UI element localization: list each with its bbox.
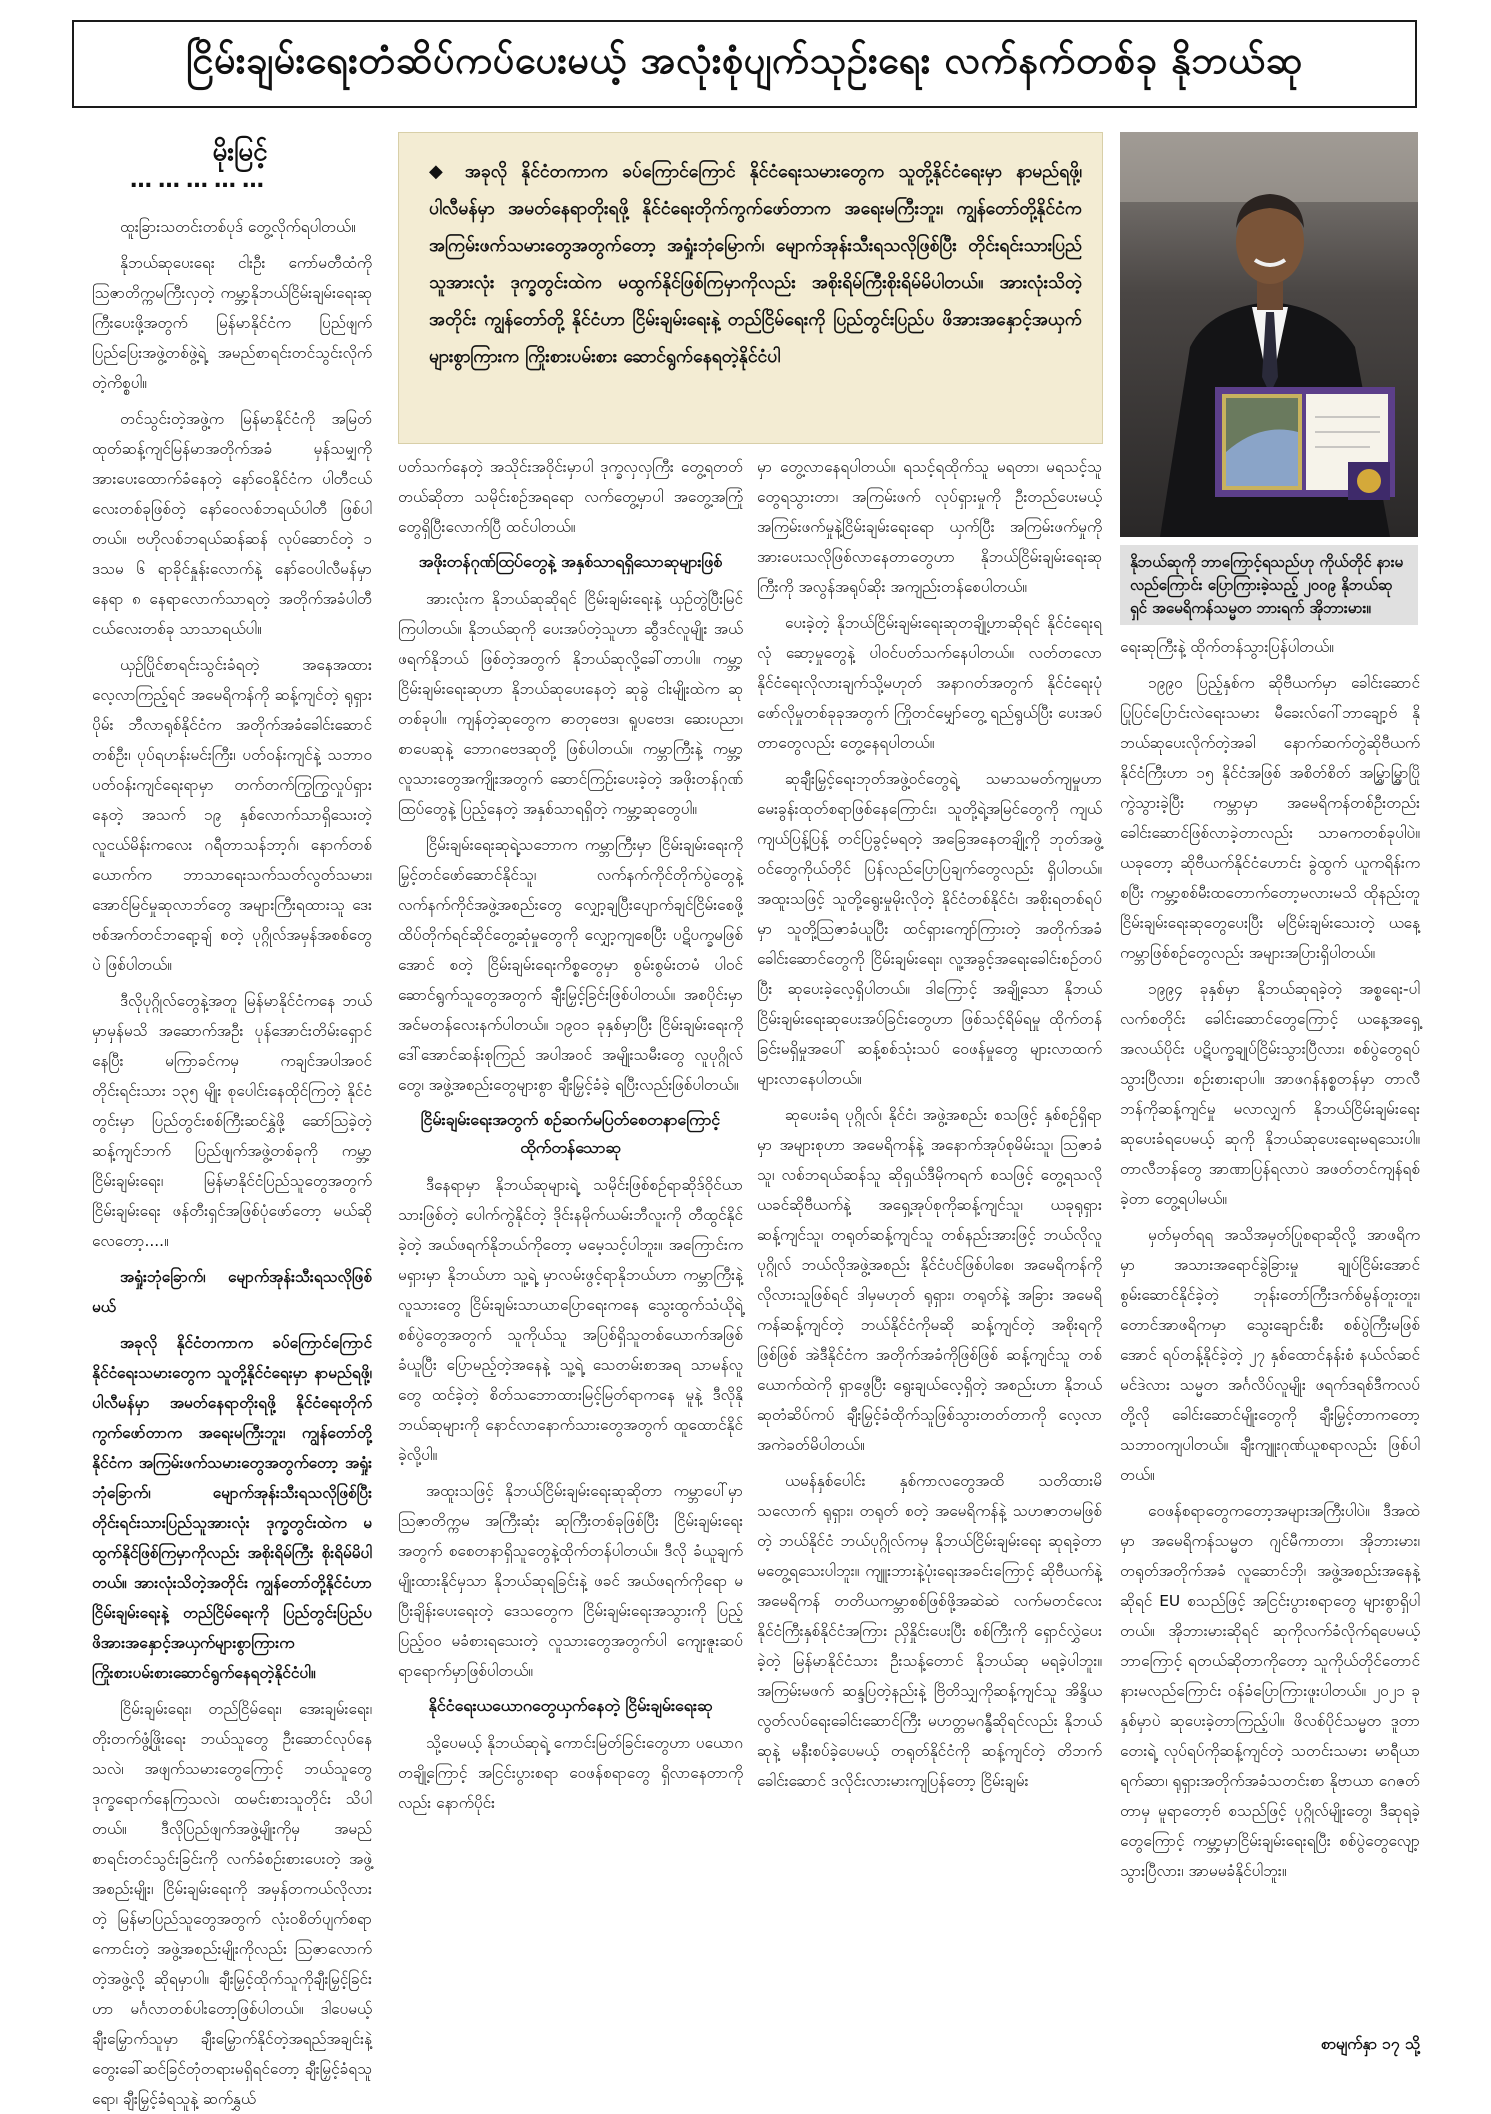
- paragraph: ယမန်နှစ်ပေါင်း နှစ်ကာလတွေအထိ သတိထားမိသလောက် ရုရှား၊ တရုတ် စတဲ့ အမေရိကန်နဲ့ သဟဇာတမဖြစ်တဲ့ ဘယ်နိုင်ငံ ဘယ်ပုဂ္ဂိုလ်ကမှ နိုဘယ်ငြိမ်းချမ်းရေး ဆုရခဲ့တာ မတွေ့ရသေးပါဘူး။ ကျူးဘားနဲ့ပုံးရေးအခင်းကြောင့် ဆိုဗီယက်နဲ့ အမေရိကန် တတိယကမ္ဘာစစ်ဖြစ်ဖို့အဆဲဆဲ လက်မတင်လေး နိုင်ငံကြီးနှစ်နိုင်ငံအကြား ညှိနှိုင်းပေးပြီး စစ်ကြီးကို ရှောင်လွှဲပေးခဲ့တဲ့ မြန်မာနိုင်ငံသား ဦးသန့်တောင် နိုဘယ်ဆု မရခဲ့ပါဘူး။ အကြမ်းမဖက် ဆန္ဒပြတဲ့နည်းနဲ့ ဗြိတိသျှကိုဆန့်ကျင်သူ အိန္ဒိယလွတ်လပ်ရေးခေါင်းဆောင်ကြီး မဟတ္တမဂန္ဓီဆိုရင်လည်း နိုဘယ်ဆုနဲ့ မနီးစပ်ခဲ့ပေမယ့် တရုတ်နိုင်ငံကို ဆန့်ကျင်တဲ့ တိဘက်ခေါင်းဆောင် ဒလိုင်းလားမားကျပြန်တော့ ငြိမ်းချမ်း: [757, 1472, 1102, 1790]
- paragraph: မှာ တွေ့လာနေရပါတယ်။ ရသင့်ရထိုက်သူ မရတာ၊ မရသင့်သူတွေရသွားတာ၊ အကြမ်းဖက် လုပ်ရှားမှုကို ဦးတည်ပေးမယ့် အကြမ်းဖက်မှုနဲ့ငြိမ်းချမ်းရေးရော ယှက်ပြီး အကြမ်းဖက်မှုကို အားပေးသလိုဖြစ်လာနေတာတွေဟာ နိုဘယ်ငြိမ်းချမ်းရေးဆုကြီးကို အလွန်အရုပ်ဆိုး အကျည်းတန်စေပါတယ်။: [757, 458, 1102, 596]
- byline: မိုးမြင့်: [212, 137, 268, 167]
- paragraph: ဒီလိုပုဂ္ဂိုလ်တွေနဲ့အတူ မြန်မာနိုင်ငံကနေ ဘယ်မှာမှန်မသိ အဆောက်အဦး ပုန်အောင်းတိမ်းရှောင်နေပြီး မကြာခင်ကမှ ကချင်အပါအဝင် တိုင်းရင်းသား ၁၃၅ မျိုး စုပေါင်းနေထိုင်ကြတဲ့ နိုင်ငံတွင်းမှာ ပြည်တွင်းစစ်ကြီးဆင်နွှဲဖို့ ဆော်သြခဲ့တဲ့ ဆန့်ကျင်ဘက် ပြည်ဖျက်အဖွဲ့တစ်ခုကို ကမ္ဘာ့ငြိမ်းချမ်းရေး၊ မြန်မာနိုင်ငံပြည်သူတွေအတွက် ငြိမ်းချမ်းရေး ဖန်တီးရှင်အဖြစ်ပုံဖော်တော့ မယ်ဆိုလေတော့....။: [92, 992, 372, 1250]
- paragraph: နိုဘယ်ဆုပေးရေး ငါးဦး ကော်မတီထံကို ဩဇာတိက္ကမကြီးလှတဲ့ ကမ္ဘာ့နိုဘယ်ငြိမ်းချမ်းရေးဆုကြီးပေးဖို့အတွက် မြန်မာနိုင်ငံက ပြည်ဖျက်ပြည်ပြေးအဖွဲ့တစ်ဖွဲ့ရဲ့ အမည်စာရင်းတင်သွင်းလိုက်တဲ့ကိစ္စပါ။: [92, 254, 372, 392]
- photo-caption: နိုဘယ်ဆုကို ဘာကြောင့်ရသည်ဟု ကိုယ်တိုင် နားမလည်ကြောင်း ပြောကြားခဲ့သည့် ၂၀၀၉ နိုဘယ်ဆုရှင် အမေရိကန်သမ္မတ ဘားရက် အိုဘားမား။: [1120, 545, 1418, 625]
- article-column-3: [757, 452, 1102, 2034]
- paragraph: ၁၉၉၀ ပြည့်နှစ်က ဆိုဗီယက်မှာ ခေါင်းဆောင် ပြုပြင်ပြောင်းလဲရေးသမား မီခေးလ်ဂေါ်ဘာချော့ဗ် နိုဘယ်ဆုပေးလိုက်တဲ့အခါ နောက်ဆက်တွဲဆိုဗီယက်နိုင်ငံကြီးဟာ ၁၅ နိုင်ငံအဖြစ် အစိတ်စိတ် အမြွှာမြွှာပြိုကွဲသွားခဲ့ပြီး ကမ္ဘာမှာ အမေရိကန်တစ်ဦးတည်း ခေါင်းဆောင်ဖြစ်လာခဲ့တာလည်း သာဓကတစ်ခုပါပဲ။ ယခုတော့ ဆိုဗီယက်နိုင်ငံဟောင်း ခွဲထွက် ယူကရိန်းကစပြီး ကမ္ဘာ့စစ်မီးထတောက်တော့မလားမသိ ထိုနည်းတူ ငြိမ်းချမ်းရေးဆုတွေပေးပြီး မငြိမ်းချမ်းသေးတဲ့ ယနေ့ကမ္ဘာဖြစ်စဉ်တွေလည်း အများအပြားရှိပါတယ်။: [1120, 674, 1420, 962]
- subheading: နိုင်ငံရေးယယောဂတွေယှက်နေတဲ့ ငြိမ်းချမ်းရေးဆု: [428, 1696, 713, 1715]
- paragraph: ဒီနေရာမှာ နိုဘယ်ဆုများရဲ့ သမိုင်းဖြစ်စဉ်ရာဆိုဒ်ဝိုင်ယာသားဖြစ်တဲ့ ပေါက်ကွဲနိုင်တဲ့ ဒိုင်းနမိုက်ယမ်းဘီလူးကို တီထွင်နိုင်ခဲ့တဲ့ အယ်ဖရက်နိုဘယ်ကိုတော့ မမေ့သင့်ပါဘူး။ အကြောင်းကမရှားမှာ နိုဘယ်ဟာ သူ့ရဲ့ မှာလမ်းဖွင့်ရာနိုဘယ်ဟာ ကမ္ဘာကြီးနဲ့ လူသားတွေ ငြိမ်းချမ်းသာယာပြောရေးကနေ သွေးထွက်သံယိုရဲ့ စစ်ပွဲတွေအတွက် သူကိုယ်သူ အပြစ်ရှိသူတစ်ယောက်အဖြစ် ခံယူပြီး ပြောမည့်တဲ့အနေနဲ့ သူ့ရဲ့ သေတမ်းစာအရ သာမန်လူတွေ ထင်ခဲ့တဲ့ စိတ်သဘောထားမြင့်မြတ်ရာကနေ မူနဲ့ ဒီလိုနိုဘယ်ဆုများကို နောင်လာနောက်သားတွေအတွက် ထူထောင်နိုင်ခဲ့လို့ပါ။: [398, 1176, 743, 1464]
- photo-nobel-laureate: [1120, 132, 1418, 537]
- paragraph: ပေးခဲ့တဲ့ နိုဘယ်ငြိမ်းချမ်းရေးဆုတချို့ဟာဆိုရင် နိုင်ငံရေးရလုံ ဆော့မှုတွေနဲ့ ပါဝင်ပတ်သက်နေပါတယ်။ လတ်တလော နိုင်ငံရေးလိုလားချက်သို့မဟုတ် အနာဂတ်အတွက် နိုင်ငံရေးပုံဖော်လိုမှုတစ်ခုခုအတွက် ကြိုတင်မျှော်တွေ့ ရည်ရွယ်ပြီး ပေးအပ်တာတွေလည်း တွေ့နေရပါတယ်။: [757, 614, 1102, 752]
- paragraph: အထူးသဖြင့် နိုဘယ်ငြိမ်းချမ်းရေးဆုဆိုတာ ကမ္ဘာပေါ်မှာ ဩဇာတိက္ကမ အကြီးဆုံး ဆုကြီးတစ်ခုဖြစ်ပြီး ငြိမ်းချမ်းရေးအတွက် စစေတနာရှိသူတွေနဲ့ထိုက်တန်ပါတယ်။ ဒီလို ခံယူချက်မျိုးထားနိုင်မှသာ နိုဘယ်ဆုရခြင်းနဲ့ ဖခင် အယ်ဖရက်ကိုရော မပြီးချိန်းပေးရေးတဲ့ ဒေသတွေက ငြိမ်းချမ်းရေးအသွားကို ပြည့်ပြည့်ဝဝ မခံစားရသေးတဲ့ လူသားတွေအတွက်ပါ ကျေးဇူးဆပ်ရာရောက်မှာဖြစ်ပါတယ်။: [398, 1482, 743, 1680]
- paragraph: ဝေဖန်စရာတွေကတော့အများအကြီးပါပဲ။ ဒီအထဲမှာ အမေရိကန်သမ္မတ ဂျင်မီကာတာ၊ အိုဘားမား၊ တရုတ်အတိုက်အခံ လူဆောင်ဘို၊ အဖွဲ့အစည်းအနေနဲ့ဆိုရင် EU စသည်ဖြင့် အငြင်းပွားစရာတွေ များစွာရှိပါတယ်။ အိုဘားမားဆိုရင် ဆုကိုလက်ခံလိုက်ရပေမယ့် ဘာကြောင့် ရတယ်ဆိုတာကိုတော့ သူကိုယ်တိုင်တောင် နားမလည်ကြောင်း ဝန်ခံပြောကြားဖူးပါတယ်။ ၂၀၂၁ ခုနှစ်မှာပဲ ဆုပေးခဲ့တာကြည့်ပါ။ ဖိလစ်ပိုင်သမ္မတ ဒူတာတေးရဲ့ လုပ်ရပ်ကိုဆန့်ကျင်တဲ့ သတင်းသမား မာရီယာရက်ဆာ၊ ရုရှားအတိုက်အခံသတင်းစာ နိုဗာယာ ဂေဇတ်တာမှ မူရာတော့ဗ် စသည်ဖြင့် ပုဂ္ဂိုလ်မျိုးတွေ၊ ဒီဆုရခဲ့တွေကြောင့် ကမ္ဘာ့မှာငြိမ်းချမ်းရေးရပြီး စစ်ပွဲတွေလျော့သွားပြီလား၊ အာမမခံနိုင်ပါဘူး။: [1120, 1502, 1421, 1880]
- paragraph: ရေးဆုကြီးနဲ့ ထိုက်တန်သွားပြန်ပါတယ်။: [1120, 638, 1334, 656]
- photo-illustration: [1120, 132, 1418, 537]
- paragraph: ဆုချီးမြှင့်ရေးဘုတ်အဖွဲ့ဝင်တွေရဲ့ သမာသမတ်ကျမှုဟာ မေးခွန်းထုတ်စရာဖြစ်နေကြောင်း၊ သူတို့ရဲ့အမြင်တွေကို ကျယ်ကျယ်ပြန့်ပြန့် တင်ပြခွင့်မရတဲ့ အခြေအနေတချို့ကို ဘုတ်အဖွဲ့ဝင်တွေကိုယ်တိုင် ပြန်လည်ပြောပြချက်တွေလည်း ရှိပါတယ်။ အထူးသဖြင့် သူတို့ရွေးမှုမိုးလိုတဲ့ နိုင်ငံတစ်နိုင်ငံ၊ အစိုးရတစ်ရပ်မှာ သူတို့ဩဇာခံယူပြီး ထင်ရှားကျော်ကြားတဲ့ အတိုက်အခံခေါင်းဆောင်တွေကို ငြိမ်းချမ်းရေး၊ လူ့အခွင့်အရေးခေါင်းစဉ်တပ်ပြီး ဆုပေးခဲ့လေ့ရှိပါတယ်။ ဒါကြောင့် အချို့သော နိုဘယ်ငြိမ်းချမ်းရေးဆုပေးအပ်ခြင်းတွေဟာ ဖြစ်သင့်ရိမ်ရမှု ထိုက်တန်ခြင်းမရှိမှုအပေါ် ဆန့်စစ်သုံးသပ် ဝေဖန်မှုတွေ များလာထက်များလာနေပါတယ်။: [757, 770, 1102, 1088]
- continued-on-page: စာမျက်နှာ ၁၇ သို့: [1320, 2035, 1420, 2053]
- subheading: အဖိုးတန်ဂုဏ်ထြပ်တွေနဲ့ အနှစ်သာရရှိသောဆုများဖြစ်: [418, 552, 723, 571]
- paragraph: ငြိမ်းချမ်းရေးဆုရဲ့သဘောက ကမ္ဘာကြီးမှာ ငြိမ်းချမ်းရေးကို မြှင့်တင်ဖော်ဆောင်နိုင်သူ၊ လက်နက်ကိုင်တိုက်ပွဲတွေနဲ့ လက်နက်ကိုင်အဖွဲ့အစည်းတွေ လျှော့ချပြီးပျောက်ချင်ငြိမ်းစေဖို့ ထိပ်တိုက်ရင်ဆိုင်တွေ့ဆုံမှုတွေကို လျှော့ကျစေပြီး ပဋိပက္ခမဖြစ်အောင် စတဲ့ ငြိမ်းချမ်းရေးကိစ္စတွေမှာ စွမ်းစွမ်းတမံ ပါဝင်ဆောင်ရွက်သူတွေအတွက် ချီးမြှင့်ခြင်းဖြစ်ပါတယ်။ အစပိုင်းမှာ အင်မတန်လေးနက်ပါတယ်။ ၁၉၀၁ ခုနှစ်မှာပြီး ငြိမ်းချမ်းရေးကို ဒေါ်အောင်ဆန်းစုကြည် အပါအဝင် အမျိုးသမီးတွေ လူပုဂ္ဂိုလ်တွေ၊ အဖွဲ့အစည်းတွေများစွာ ချီးမြှင့်ခံခဲ့ ရပြီးလည်းဖြစ်ပါတယ်။: [398, 836, 743, 1094]
- paragraph: ထူးခြားသတင်းတစ်ပုဒ် တွေ့လိုက်ရပါတယ်။: [120, 218, 356, 236]
- paragraph: သို့ပေမယ့် နိုဘယ်ဆုရဲ့ ကောင်းမြတ်ခြင်းတွေဟာ ပယောဂတချို့ကြောင့် အငြင်းပွားစရာ ဝေဖန်စရာတွေ ရှိလာနေတာကိုလည်း နောက်ပိုင်း: [398, 1734, 743, 1812]
- paragraph: ဆုပေးခံရ ပုဂ္ဂိုလ်၊ နိုင်ငံ၊ အဖွဲ့အစည်း စသဖြင့် နှစ်စဉ်ရှိရာမှာ အများစုဟာ အမေရိကန်နဲ့ အနောက်အုပ်စုမိမ်းသူ၊ ဩဇာခံသူ၊ လစ်ဘရယ်ဆန်သူ ဆိုရှယ်ဒီမိုကရက် စသဖြင့် တွေ့ရသလိုယခင်ဆိုဗီယက်နဲ့ အရှေ့အုပ်စုကိုဆန့်ကျင်သူ၊ ယခုရုရှားဆန့်ကျင်သူ၊ တရုတ်ဆန့်ကျင်သူ တစ်နည်းအားဖြင့် ဘယ်လိုလူပုဂ္ဂိုလ် ဘယ်လိုအဖွဲ့အစည်း နိုင်ငံပင်ဖြစ်ပါစေ၊ အမေရိကန်ကိုလိုလားသူဖြစ်ရင် ဒါမှမဟုတ် ရုရှား၊ တရုတ်နဲ့ အခြား အမေရိကန်ဆန့်ကျင်တဲ့ ဘယ်နိုင်ငံကိုမဆို ဆန့်ကျင်တဲ့ အစိုးရကိုဖြစ်ဖြစ် အဲဒီနိုင်ငံက အတိုက်အခံကိုဖြစ်ဖြစ် ဆန့်ကျင်သူ တစ်ယောက်ထဲကို ရှာဖွေပြီး ရွေးချယ်လေ့ရှိတဲ့ အစည်းဟာ နိုဘယ်ဆုတံဆိပ်ကပ် ချီးမြှင့်ခံထိုက်သူဖြစ်သွားတတ်တာကို လေ့လာအကဲခတ်မိပါတယ်။: [757, 1106, 1102, 1454]
- paragraph: ပတ်သက်နေတဲ့ အသိုင်းအဝိုင်းမှာပါ ဒုက္ခလှလှကြီး တွေ့ရတတ်တယ်ဆိုတာ သမိုင်းစဉ်အရရော လက်တွေ့မှာပါ အတွေ့အကြုံတွေရှိပြီးလောက်ပြီ ထင်ပါတယ်။: [398, 458, 743, 536]
- byline-dots: ……………: [130, 168, 270, 193]
- pull-quote-text: အခုလို နိုင်ငံတကာက ခပ်ကြောင်ကြောင် နိုင်ငံရေးသမားတွေက သူတို့နိုင်ငံရေးမှာ နာမည်ရဖို့၊ ပါလီမန်မှာ အမတ်နေရာတိုးရဖို့ နိုင်ငံရေးတိုက်ကွက်ဖော်တာက အရေးမကြီးဘူး၊ ကျွန်တော်တို့နိုင်ငံက အကြမ်းဖက်သမားတွေအတွက်တော့ အရှုံးဘုံမြောက်၊ မျောက်အုန်းသီးရသလိုဖြစ်ပြီး တိုင်းရင်းသားပြည်သူအားလုံး ဒုက္ခတွင်းထဲက မထွက်နိုင်ဖြစ်ကြမှာကိုလည်း အစိုးရိမ်ကြီးစိုးရိမ်မိပါတယ်။ အားလုံးသိတဲ့အတိုင်း ကျွန်တော်တို့ နိုင်ငံဟာ ငြိမ်းချမ်းရေးနဲ့ တည်ငြိမ်ရေးကို ပြည်တွင်းပြည်ပ ဖိအားအနှောင့်အယှက် များစွာကြားက ကြိုးစားပမ်းစား ဆောင်ရွက်နေရတဲ့နိုင်ငံပါ: [429, 162, 1083, 367]
- paragraph: မှတ်မှတ်ရရ အသိအမှတ်ပြုစရာဆိုလို့ အာဖရိကမှာ အသားအရောင်ခွဲခြားမှု ချုပ်ငြိမ်းအောင် စွမ်းဆောင်နိုင်ခဲ့တဲ့ ဘုန်းတော်ကြီးဒက်စ်မွန်တူးတူး၊ တောင်အာဖရိကမှာ သွေးချောင်းစီး စစ်ပွဲကြီးမဖြစ်အောင် ရပ်တန့်နိုင်ခဲ့တဲ့ ၂၇ နှစ်ထောင်နန်းစံ နယ်လ်ဆင်မင်ဒဲလား သမ္မတ အင်္ဂလိပ်လူမျိုး ဖရက်ဒရစ်ဒီကလပ်တို့လို ခေါင်းဆောင်မျိုးတွေကို ချီးမြှင့်တာကတော့ သဘာဝကျပါတယ်။ ချီးကျူးဂုဏ်ယူစရာလည်း ဖြစ်ပါတယ်။: [1120, 1226, 1420, 1484]
- article-column-4: [1120, 632, 1420, 2034]
- paragraph: အခုလို နိုင်ငံတကာက ခပ်ကြောင်ကြောင် နိုင်ငံရေးသမားတွေက သူတို့နိုင်ငံရေးမှာ နာမည်ရဖို့၊ ပါလီမန်မှာ အမတ်နေရာတိုးရဖို့ နိုင်ငံရေးတိုက်ကွက်ဖော်တာက အရေးမကြီးဘူး၊ ကျွန်တော်တို့နိုင်ငံက အကြမ်းဖက်သမားတွေအတွက်တော့ အရှုံးဘုံခြောက်၊ မျောက်အုန်းသီးရသလိုဖြစ်ပြီး တိုင်းရင်းသားပြည်သူအားလုံး ဒုက္ခတွင်းထဲက မထွက်နိုင်ဖြစ်ကြမှာကိုလည်း အစိုးရိမ်ကြီး စိုးရိမ်မိပါတယ်။ အားလုံးသိတဲ့အတိုင်း ကျွန်တော်တို့နိုင်ငံဟာ ငြိမ်းချမ်းရေးနဲ့ တည်ငြိမ်ရေးကို ပြည်တွင်းပြည်ပ ဖိအားအနှောင့်အယှက်များစွာကြားက ကြိုးစားပမ်းစားဆောင်ရွက်နေရတဲ့နိုင်ငံပါ။: [92, 1334, 372, 1682]
- paragraph: ယှဉ်ပြိုင်စာရင်းသွင်းခံရတဲ့ အနေအထား လေ့လာကြည့်ရင် အမေရိကန်ကို ဆန့်ကျင်တဲ့ ရုရှားပိုမ်း ဘီလာရုစ်နိုင်ငံက အတိုက်အခံခေါင်းဆောင်တစ်ဦး၊ ပုပ်ရဟန်းမင်းကြီး၊ ပတ်ဝန်းကျင်နဲ့ သဘာဝပတ်ဝန်းကျင်ရေးရာမှာ တက်တက်ကြွကြွလှုပ်ရှားနေတဲ့ အသက် ၁၉ နှစ်လောက်သာရှိသေးတဲ့ လူငယ်မိန်းကလေး ဂရီတာသန်ဘာ့ဂ်၊ နောက်တစ်ယောက်က ဘာသာရေးသက်သတ်လွတ်သမား၊ အောင်မြင်မှုဆုလာဘ်တွေ အများကြီးရထားသူ ဒေးဗစ်အက်တင်ဘရော့ချ် စတဲ့ ပုဂ္ဂိုလ်အမှန်အစစ်တွေပဲ ဖြစ်ပါတယ်။: [92, 656, 372, 974]
- subheading: ငြိမ်းချမ်းရေးအတွက် စဉ်ဆက်မပြတ်စေတနာကြောင့် ထိုက်တန်သောဆု: [420, 1110, 721, 1157]
- diamond-bullet-icon: ◆: [429, 161, 451, 182]
- pull-quote: [398, 132, 1103, 444]
- headline: ငြိမ်းချမ်းရေးတံဆိပ်ကပ်ပေးမယ့် အလုံးစုံပျက်သုဥ်းရေး လက်နက်တစ်ခု နိုဘယ်ဆု: [186, 38, 1303, 82]
- paragraph: တင်သွင်းတဲ့အဖွဲ့က မြန်မာနိုင်ငံကို အမြတ်ထုတ်ဆန့်ကျင်မြန်မာအတိုက်အခံ မှန်သမျှကို အားပေးထောက်ခံနေတဲ့ နော်ဝေနိုင်ငံက ပါတီငယ်လေးတစ်ခုဖြစ်တဲ့ နော်ဝေလစ်ဘရယ်ပါတီ ဖြစ်ပါတယ်။ ဗဟိုလစ်ဘရယ်ဆန်ဆန် လုပ်ဆောင်တဲ့ ၁ ဒသမ ၆ ရာခိုင်နှုန်းလောက်နဲ့ နော်ဝေပါလီမန်မှာ နေရာ ၈ နေရာလောက်သာရတဲ့ အတိုက်အခံပါတီငယ်လေးတစ်ခု သာသာရယ်ပါ။: [92, 410, 372, 638]
- article-column-1: [92, 212, 372, 2108]
- paragraph: အားလုံးက နိုဘယ်ဆုဆိုရင် ငြိမ်းချမ်းရေးနဲ့ ယှဉ်တွဲပြီးမြင်ကြပါတယ်။ နိုဘယ်ဆုကို ပေးအပ်တဲ့သူဟာ ဆွီဒင်လူမျိုး အယ်ဖရက်နိုဘယ် ဖြစ်တဲ့အတွက် နိုဘယ်ဆုလို့ခေါ်တာပါ။ ကမ္ဘာ့ငြိမ်းချမ်းရေးဆုဟာ နိုဘယ်ဆုပေးနေတဲ့ ဆုခွဲ ငါးမျိုးထဲက ဆုတစ်ခုပါ။ ကျန်တဲ့ဆုတွေက ဓာတုဗေဒ၊ ရူပဗေဒ၊ ဆေးပညာ၊ စာပေဆုနဲ့ ဘောဂဗေဒဆုတို့ ဖြစ်ပါတယ်။ ကမ္ဘာကြီးနဲ့ ကမ္ဘာ့လူသားတွေအကျိုးအတွက် ဆောင်ကြဉ်းပေးခဲ့တဲ့ အဖိုးတန်ဂုဏ်ထြပ်တွေနဲ့ ပြည့်နေတဲ့ အနှစ်သာရရှိတဲ့ ကမ္ဘာ့ဆုတွေပါ။: [398, 590, 743, 818]
- paragraph: အရှုံးဘုံခြောက်၊ မျောက်အုန်းသီးရသလိုဖြစ်မယ်: [92, 1268, 372, 1316]
- paragraph: ငြိမ်းချမ်းရေး၊ တည်ငြိမ်ရေး၊ အေးချမ်းရေး၊ တိုးတက်ဖွံ့ဖြိုးရေး ဘယ်သူတွေ ဦးဆောင်လုပ်နေသလဲ၊ အဖျက်သမားတွေကြောင့် ဘယ်သူတွေ ဒုက္ခရောက်နေကြသလဲ၊ ထမင်းစားသူတိုင်း သိပါတယ်။ ဒီလိုပြည်ဖျက်အဖွဲ့မျိုးကိုမှ အမည်စာရင်းတင်သွင်းခြင်းကို လက်ခံစဉ်းစားပေးတဲ့ အဖွဲ့အစည်းမျိုး၊ ငြိမ်းချမ်းရေးကို အမှန်တကယ်လိုလားတဲ့ မြန်မာပြည်သူတွေအတွက် လုံးဝစိတ်ပျက်စရာကောင်းတဲ့ အဖွဲ့အစည်းမျိုးကိုလည်း ဩဇာလောက်တဲ့အဖွဲ့လို့ ဆိုရမှာပါ။ ချီးမြှင့်ထိုက်သူကိုချီးမြှင့်ခြင်းဟာ မင်္ဂလာတစ်ပါးတော့ဖြစ်ပါတယ်။ ဒါပေမယ့် ချီးမြှောက်သူမှာ ချီးမြှောက်နိုင်တဲ့အရည်အချင်းနဲ့ တွေးခေါ်ဆင်ခြင်တုံတရားမရှိရင်တော့ ချီးမြှင့်ခံရသူရော၊ ချီးမြှင့်ခံရသူနဲ့ ဆက်နွှယ်: [92, 1700, 372, 2108]
- paragraph: ၁၉၉၄ ခုနှစ်မှာ နိုဘယ်ဆုရခဲ့တဲ့ အစ္စရေး-ပါလက်စတိုင်း ခေါင်းဆောင်တွေကြောင့် ယနေ့အရှေ့အလယ်ပိုင်း ပဋိပက္ခချုပ်ငြိမ်းသွားပြီလား၊ စစ်ပွဲတွေရပ်သွားပြီလား၊ စဉ်းစားရာပါ။ အာဖဂန်နစ္စတန်မှာ တာလီဘန်ကိုဆန့်ကျင်မှု မလာလျှက် နိုဘယ်ငြိမ်းချမ်းရေး ဆုပေးခံရပေမယ့် ဆုကို နိုဘယ်ဆုပေးရေးမရသေးပါ။ တာလီဘန်တွေ အာဏာပြန်ရလာပဲ အဖတ်တင်ကျန်ရစ်ခဲ့တာ တွေ့ရပါမယ်။: [1120, 980, 1420, 1208]
- headline-box: [72, 20, 1417, 108]
- article-column-2: [398, 452, 743, 2034]
